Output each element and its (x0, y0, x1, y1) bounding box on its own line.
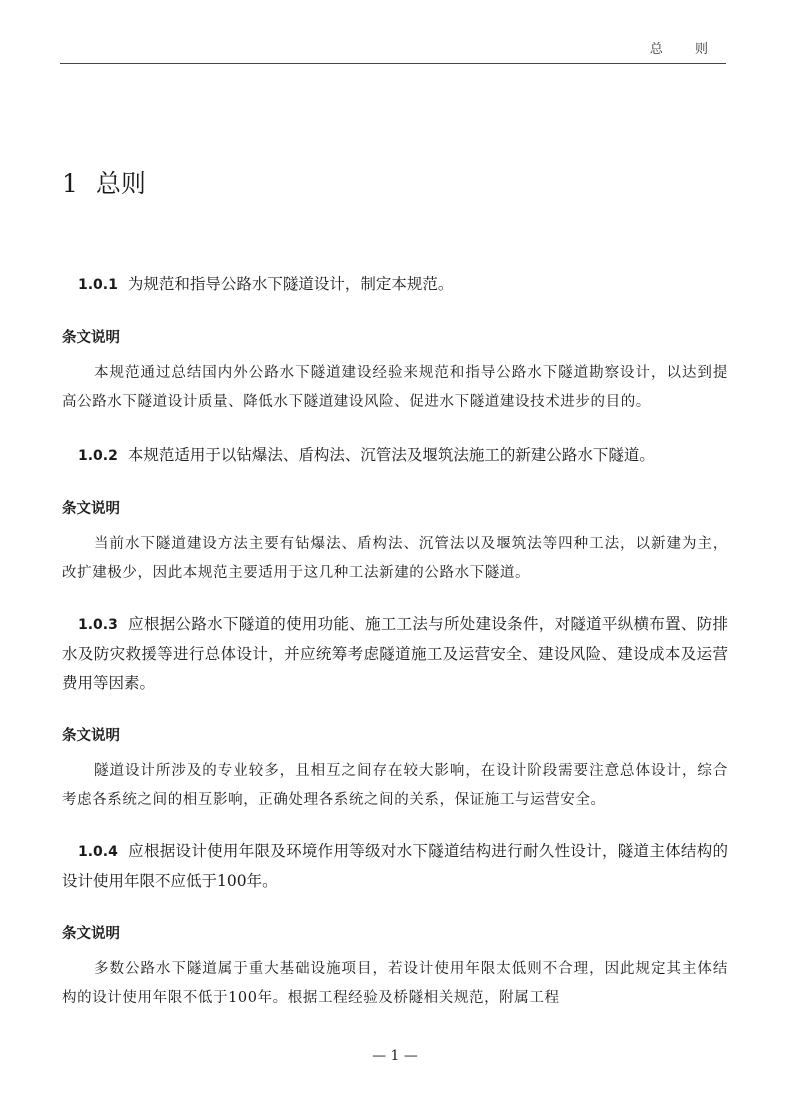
note-body: 隧道设计所涉及的专业较多，且相互之间存在较大影响，在设计阶段需要注意总体设计，综合考虑各系统之间的相互影响，正确处理各系统之间的关系，保证施工与运营安全。 (62, 763, 728, 808)
clause-text: 本规范适用于以钻爆法、盾构法、沉管法及堰筑法施工的新建公路水下隧道。 (127, 446, 655, 464)
clause-1-0-4 (62, 837, 728, 896)
clause-text: 应根据设计使用年限及环境作用等级对水下隧道结构进行耐久性设计，隧道主体结构的设计使用年限不应低于100年。 (62, 842, 728, 890)
clause-number: 1.0.3 (78, 617, 118, 633)
clause-1-0-3 (62, 610, 728, 698)
note-heading: 条文说明 (62, 926, 120, 942)
header-rule (60, 63, 726, 64)
clause-number: 1.0.4 (78, 844, 118, 860)
page-content (62, 270, 728, 1013)
clause-text: 应根据公路水下隧道的使用功能、施工工法与所处建设条件，对隧道平纵横布置、防排水及防灾救援等进行总体设计，并应统筹考虑隧道施工及运营安全、建设风险、建设成本及运营费用等因素。 (62, 615, 728, 692)
note-body: 本规范通过总结国内外公路水下隧道建设经验来规范和指导公路水下隧道勘察设计，以达到提高公路水下隧道设计质量、降低水下隧道建设风险、促进水下隧道建设技术进步的目的。 (62, 365, 728, 410)
page-number: — 1 — (372, 1048, 418, 1064)
chapter-title-text: 总则 (95, 169, 146, 198)
clause-number: 1.0.1 (78, 277, 118, 293)
clause-text: 为规范和指导公路水下隧道设计，制定本规范。 (127, 275, 454, 293)
note-heading: 条文说明 (62, 330, 120, 346)
note-heading: 条文说明 (62, 501, 120, 517)
note-body: 多数公路水下隧道属于重大基础设施项目，若设计使用年限太低则不合理，因此规定其主体结构的设计使用年限不低于100年。根据工程经验及桥隧相关规范，附属工程 (62, 961, 728, 1006)
note-heading: 条文说明 (62, 728, 120, 744)
clause-number: 1.0.2 (78, 448, 118, 464)
note-body: 当前水下隧道建设方法主要有钻爆法、盾构法、沉管法以及堰筑法等四种工法，以新建为主，改扩建极少，因此本规范主要适用于这几种工法新建的公路水下隧道。 (62, 536, 728, 581)
running-header: 总 则 (649, 42, 722, 57)
chapter-number: 1 (62, 169, 78, 198)
chapter-title (62, 164, 146, 200)
clause-1-0-1 (62, 270, 728, 300)
clause-1-0-2 (62, 441, 728, 471)
